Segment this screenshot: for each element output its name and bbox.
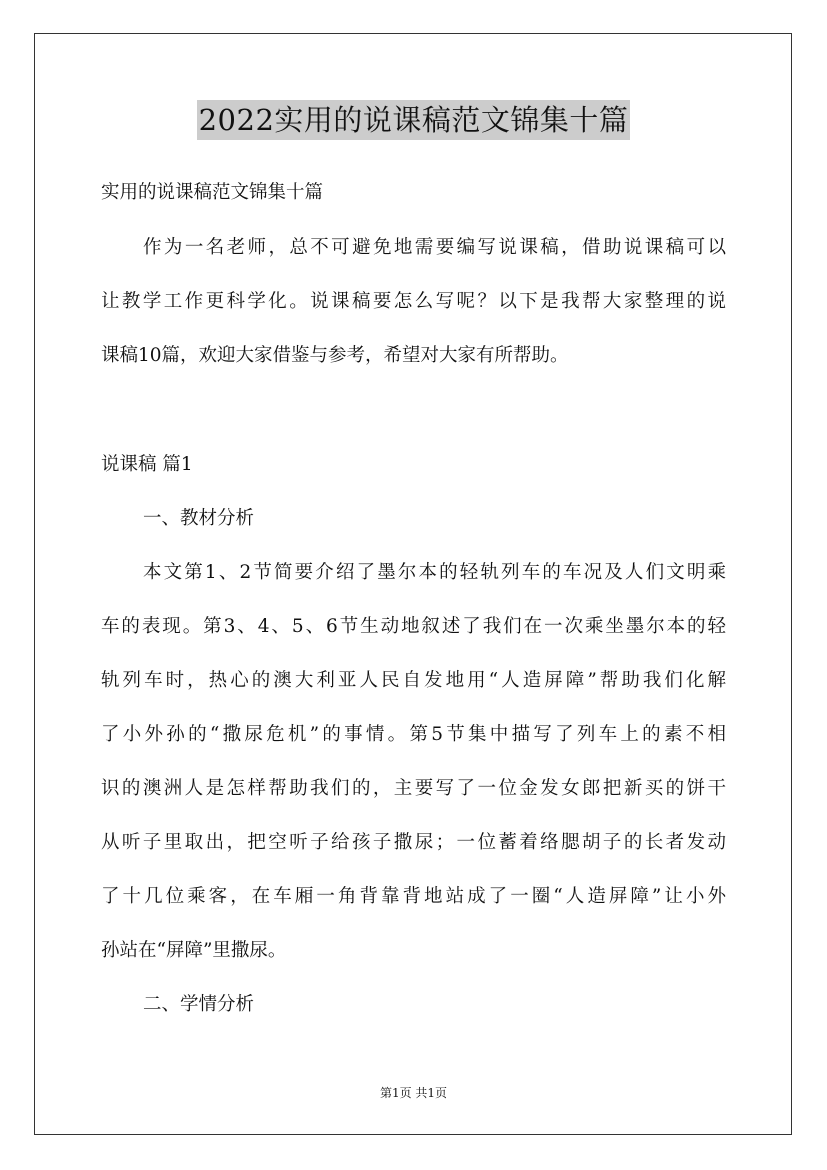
part1-line-7: 了十几位乘客，在车厢一角背靠背地站成了一圈“人造屏障”让小外 <box>101 886 726 907</box>
part1-line-4: 了小外孙的“撒尿危机”的事情。第5节集中描写了列车上的素不相 <box>101 724 726 745</box>
intro-line-3: 课稿10篇，欢迎大家借鉴与参考，希望对大家有所帮助。 <box>101 345 569 366</box>
intro-line-2: 让教学工作更科学化。说课稿要怎么写呢？以下是我帮大家整理的说 <box>101 291 726 312</box>
document-title: 2022实用的说课稿范文锦集十篇 <box>197 100 631 140</box>
intro-line-1: 作为一名老师，总不可避免地需要编写说课稿，借助说课稿可以 <box>143 237 726 258</box>
part1-heading: 一、教材分析 <box>143 508 255 529</box>
title-container <box>0 100 827 140</box>
part2-heading: 二、学情分析 <box>143 994 255 1015</box>
part1-line-1: 本文第1、2节简要介绍了墨尔本的轻轨列车的车况及人们文明乘 <box>143 562 726 583</box>
part1-line-5: 识的澳洲人是怎样帮助我们的，主要写了一位金发女郎把新买的饼干 <box>101 778 726 799</box>
section-heading: 说课稿 篇1 <box>101 454 193 475</box>
page-footer: 第1页 共1页 <box>379 1086 448 1100</box>
part1-line-6: 从听子里取出，把空听子给孩子撒尿；一位蓄着络腮胡子的长者发动 <box>101 832 726 853</box>
part1-line-8: 孙站在“屏障”里撒尿。 <box>101 940 287 961</box>
part1-line-2: 车的表现。第3、4、5、6节生动地叙述了我们在一次乘坐墨尔本的轻 <box>101 616 726 637</box>
part1-line-3: 轨列车时，热心的澳大利亚人民自发地用“人造屏障”帮助我们化解 <box>101 670 726 691</box>
document-subtitle: 实用的说课稿范文锦集十篇 <box>101 182 324 203</box>
